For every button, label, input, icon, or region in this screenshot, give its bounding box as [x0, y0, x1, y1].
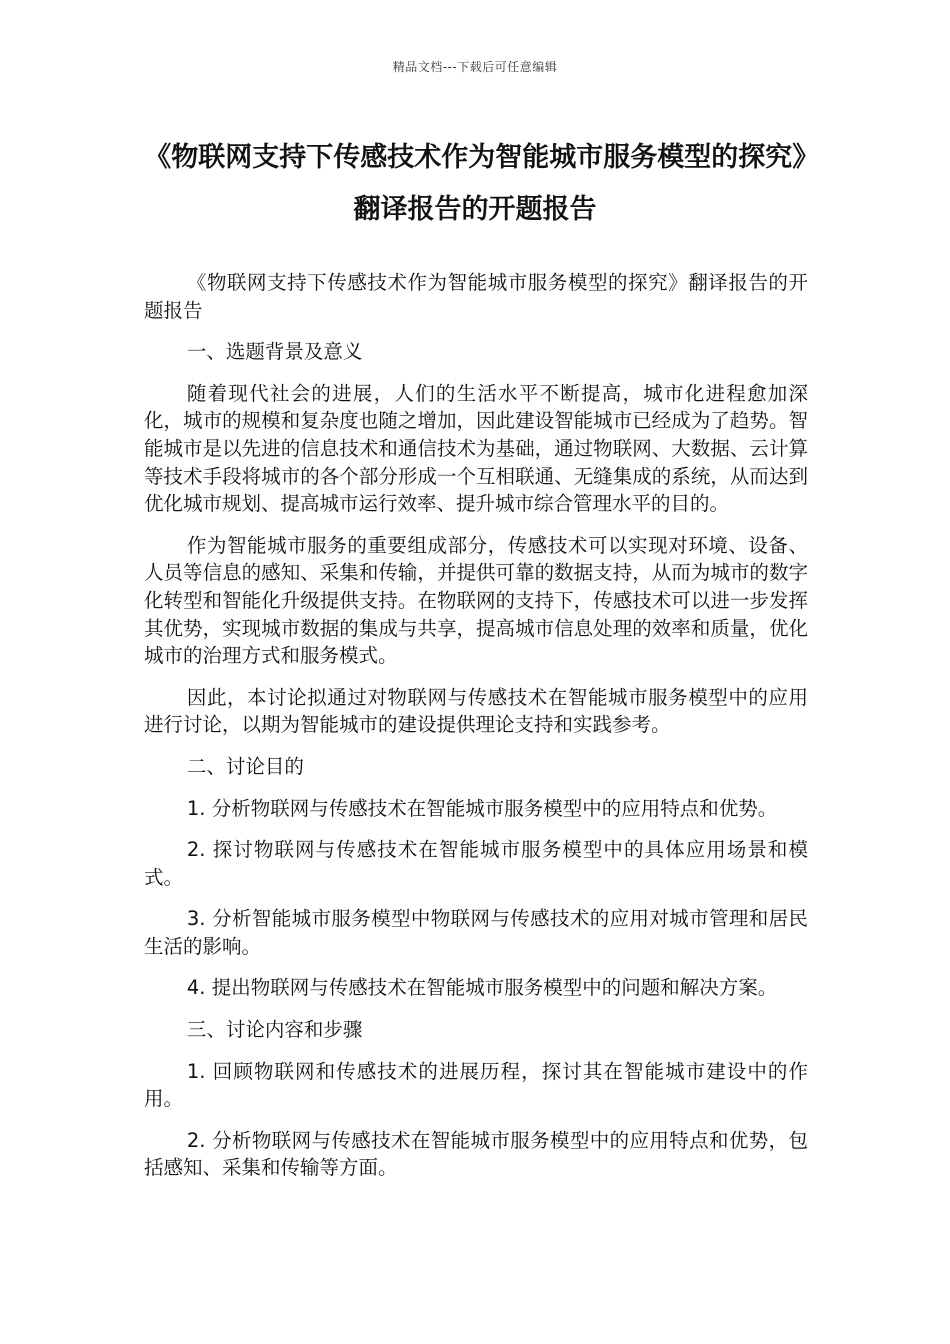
list-item: 1. 回顾物联网和传感技术的进展历程，探讨其在智能城市建设中的作用。 — [144, 1059, 808, 1111]
list-item: 2. 探讨物联网与传感技术在智能城市服务模型中的具体应用场景和模式。 — [144, 838, 808, 889]
body-paragraph: 作为智能城市服务的重要组成部分，传感技术可以实现对环境、设备、人员等信息的感知、采集和传输，并提供可靠的数据支持，从而为城市的数字化转型和智能化升级提供支持。在物联网的支持下，传感技术可以进一步发挥其优势，实现城市数据的集成与共享，提高城市信息处理的效率和质量，优化城市的治理方式和服务模式。 — [144, 533, 808, 668]
body-paragraph: 因此，本讨论拟通过对物联网与传感技术在智能城市服务模型中的应用进行讨论，以期为智能城市的建设提供理论支持和实践参考。 — [144, 685, 808, 737]
list-item: 1. 分析物联网与传感技术在智能城市服务模型中的应用特点和优势。 — [186, 796, 778, 820]
list-item: 2. 分析物联网与传感技术在智能城市服务模型中的应用特点和优势，包括感知、采集和传输等方面。 — [144, 1128, 808, 1180]
section-heading-3: 三、讨论内容和步骤 — [186, 1018, 363, 1042]
section-heading-1: 一、选题背景及意义 — [186, 340, 363, 364]
body-paragraph: 随着现代社会的进展，人们的生活水平不断提高，城市化进程愈加深化，城市的规模和复杂度也随之增加，因此建设智能城市已经成为了趋势。智能城市是以先进的信息技术和通信技术为基础，通过物联网、大数据、云计算等技术手段将城市的各个部分形成一个互相联通、无缝集成的系统，从而达到优化城市规划、提高城市运行效率、提升城市综合管理水平的目的。 — [144, 381, 808, 516]
document-title: 《物联网支持下传感技术作为智能城市服务模型的探究》翻译报告的开题报告 — [144, 142, 806, 225]
list-item: 4. 提出物联网与传感技术在智能城市服务模型中的问题和解决方案。 — [186, 976, 778, 1000]
document-body — [144, 269, 808, 1196]
section-heading-2: 二、讨论目的 — [186, 754, 304, 778]
list-item: 3. 分析智能城市服务模型中物联网与传感技术的应用对城市管理和居民生活的影响。 — [144, 907, 808, 958]
header-note: 精品文档---下载后可任意编辑 — [392, 60, 558, 74]
intro-paragraph: 《物联网支持下传感技术作为智能城市服务模型的探究》翻译报告的开题报告 — [144, 271, 808, 322]
